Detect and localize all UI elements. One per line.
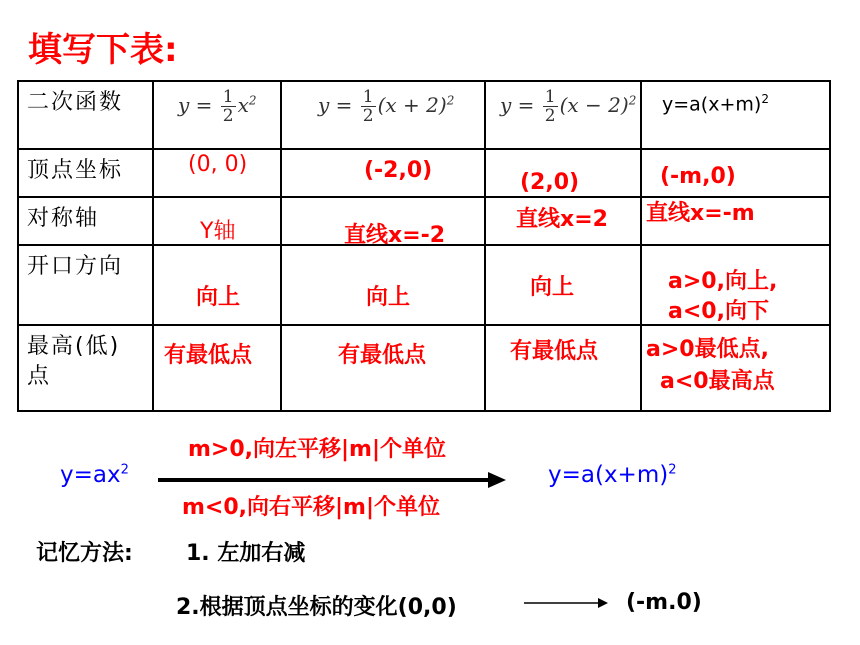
memory-item-2: 2.根据顶点坐标的变化(0,0) (176, 595, 457, 620)
transform-left-formula: $y=ax^2$ (60, 462, 129, 488)
table-row (18, 197, 830, 245)
extreme-value-4b: a<0最高点 (660, 369, 775, 394)
extreme-value-1: 有最低点 (164, 343, 253, 368)
table-row (18, 245, 830, 325)
transform-below-label: m<0,向右平移|m|个单位 (182, 495, 441, 520)
row-header-axis: 对称轴 (18, 197, 153, 245)
function-cell-3 (485, 81, 641, 149)
extreme-value-4a: a>0最低点, (646, 337, 769, 362)
function-3: y = $\frac{1}{2}$ $(x - 2)^2$ (500, 87, 637, 126)
function-2: y = $\frac{1}{2}$ $(x + 2)^2$ (318, 87, 455, 126)
extreme-value-3: 有最低点 (510, 339, 599, 364)
axis-value-4: 直线x=-m (646, 201, 755, 226)
vertex-value-1: (0, 0) (188, 152, 248, 177)
function-cell-1 (153, 81, 281, 149)
axis-value-2: 直线x=-2 (344, 223, 446, 248)
vertex-value-2: (-2,0) (364, 158, 433, 183)
page-title: 填写下表: (28, 30, 178, 70)
extreme-value-2: 有最低点 (338, 343, 427, 368)
table-row (18, 81, 830, 149)
opening-value-4b: a<0,向下 (668, 299, 769, 324)
row-header-extreme: 最高(低) 点 (18, 325, 153, 411)
transform-right-formula: $y=a(x+m)^2$ (548, 462, 677, 488)
function-4: $y=a(x+m)^2$ (662, 92, 769, 116)
axis-value-3: 直线x=2 (516, 207, 608, 232)
table-row (18, 149, 830, 197)
function-table (17, 80, 831, 412)
row-header-function: 二次函数 (18, 81, 153, 149)
row-header-opening: 开口方向 (18, 245, 153, 325)
memory-item-1: 1. 左加右减 (186, 541, 306, 566)
transform-above-label: m>0,向左平移|m|个单位 (188, 437, 447, 462)
table-row (18, 325, 830, 411)
function-cell-2 (281, 81, 485, 149)
function-cell-4 (641, 81, 830, 149)
vertex-value-3: (2,0) (520, 170, 580, 195)
axis-value-1: Y轴 (200, 219, 236, 244)
opening-value-2: 向上 (366, 285, 411, 310)
transform-arrow (158, 470, 508, 490)
memory-arrow (524, 596, 610, 610)
function-1: y = $\frac{1}{2}$ $x^2$ (178, 87, 257, 126)
memory-label: 记忆方法: (36, 541, 133, 566)
opening-value-4a: a>0,向上, (668, 269, 778, 294)
opening-value-3: 向上 (530, 275, 575, 300)
row-header-vertex: 顶点坐标 (18, 149, 153, 197)
vertex-value-4: (-m,0) (660, 164, 736, 189)
opening-value-1: 向上 (196, 285, 241, 310)
memory-item-2-result: (-m.0) (626, 590, 702, 615)
